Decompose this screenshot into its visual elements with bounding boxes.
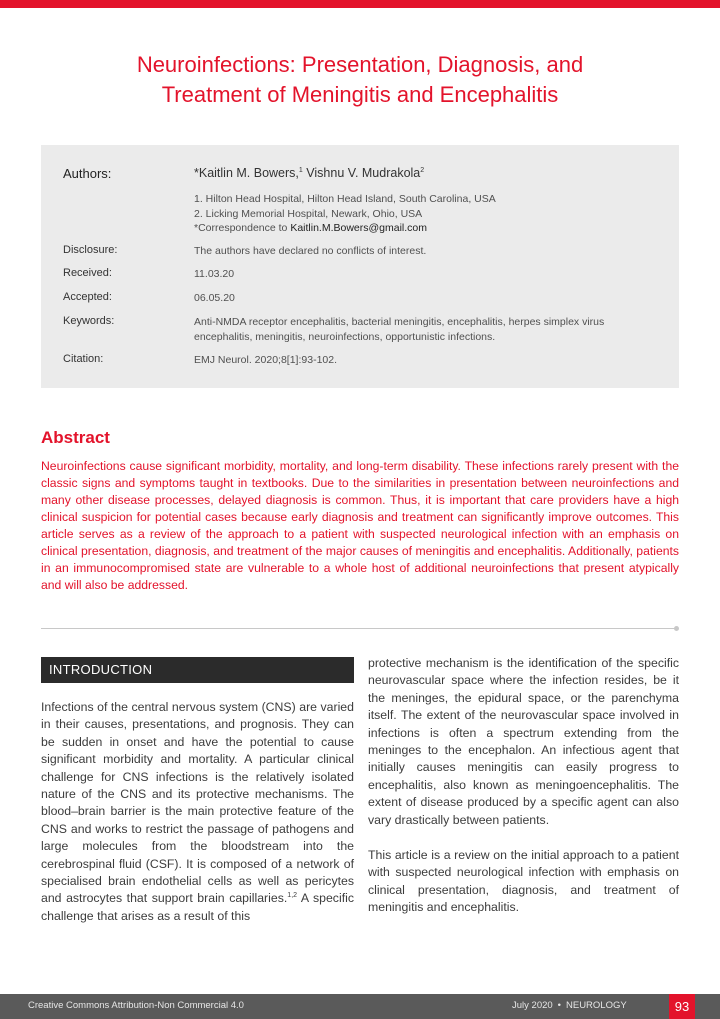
author-1-affiliation-mark: 1 <box>298 166 303 174</box>
authors-label: Authors: <box>63 166 112 181</box>
introduction-right-column <box>368 655 679 917</box>
authors-value <box>194 166 664 181</box>
citation-value: EMJ Neurol. 2020;8[1]:93-102. <box>194 354 338 366</box>
article-metadata-box <box>41 145 679 388</box>
author-2: Vishnu V. Mudrakola <box>302 166 421 180</box>
affiliations <box>194 192 496 236</box>
received-row <box>63 267 664 282</box>
footer-issue <box>512 1000 627 1011</box>
keywords-value: Anti-NMDA receptor encephalitis, bacterial meningitis, encephalitis, herpes simplex virus encephalitis, meningitis, neuroinfections, opportunistic infections. <box>194 316 605 343</box>
article-title-line2: Treatment of Meningitis and Encephalitis <box>161 82 559 107</box>
introduction-paragraph-1-end: A specific challenge that arises as a result of this <box>41 891 354 923</box>
author-1: *Kaitlin M. Bowers, <box>194 166 299 180</box>
disclosure-label: Disclosure: <box>63 244 118 256</box>
abstract-heading: Abstract <box>41 428 110 447</box>
introduction-paragraph-3: This article is a review on the initial approach to a patient with suspected neurological infection with emphasis on clinical presentation, diagnosis, and treatment of meningitis and encephalitis. <box>368 848 679 915</box>
section-divider <box>41 628 677 629</box>
footer-journal: NEUROLOGY <box>566 1000 627 1011</box>
introduction-paragraph-1 <box>41 699 354 925</box>
correspondence-prefix: *Correspondence to <box>194 222 291 234</box>
footer-date: July 2020 <box>512 1000 553 1011</box>
accepted-row <box>63 291 664 306</box>
abstract-text: Neuroinfections cause significant morbidity, mortality, and long-term disability. These infections rarely present with the classic signs and symptoms taught in textbooks. Due to the similarities in presentation between neuroinfections and many other disease processes, delayed diagnosis is common. Thus, it is important that care providers have a high clinical suspicion for potential cases because early diagnosis and treatment can significantly improve outcomes. This article serves as a review of the approach to a patient with suspected neurological infection with an emphasis on clinical presentation, diagnosis, and treatment of the major causes of meningitis and encephalitis. Additionally, patients in an immunocompromised state are vulnerable to a whole host of additional neuroinfections that present atypically and will also be addressed. <box>41 459 679 592</box>
introduction-heading: INTRODUCTION <box>41 657 354 683</box>
footer-bullet: • <box>557 1000 561 1011</box>
received-value: 11.03.20 <box>194 268 235 280</box>
keywords-label: Keywords: <box>63 315 115 327</box>
authors-row <box>63 166 664 181</box>
keywords-row <box>63 315 664 345</box>
introduction-paragraph-2: protective mechanism is the identification of the specific neurovascular space where the infection resides, be it the meninges, the epidural space, or the parenchyma itself. The extent of the neurovascular space involved in infections is often a spectrum extending from the meninges to the encephalon. An infectious agent that initially causes meningitis can easily progress to encephalitis, also known as meningoencephalitis. The extent of disease produced by a specific agent can also vary drastically between patients. <box>368 656 679 827</box>
correspondence <box>194 221 496 236</box>
page-footer <box>0 994 720 1019</box>
accepted-label: Accepted: <box>63 291 112 303</box>
disclosure-row <box>63 244 664 259</box>
accepted-value: 06.05.20 <box>194 292 235 304</box>
affiliation-1: 1. Hilton Head Hospital, Hilton Head Island, South Carolina, USA <box>194 193 496 205</box>
citation-label: Citation: <box>63 353 104 365</box>
citation-row <box>63 353 664 368</box>
introduction-paragraph-1-text: Infections of the central nervous system (CNS) are varied in their causes, presentations, and prognosis. They can be sudden in onset and have the potential to cause significant morbidity and mortality. A particular clinical challenge for CNS infections is the relatively isolated nature of the CNS and its protective mechanisms. The blood–brain barrier is the main protective feature of the CNS and works to restrict the passage of pathogens and large molecules from the bloodstream into the cerebrospinal fluid (CSF). It is composed of a network of specialised brain endothelial cells as well as pericytes and astrocytes that support brain capillaries. <box>41 700 354 906</box>
correspondence-email[interactable]: Kaitlin.M.Bowers@gmail.com <box>290 222 428 234</box>
affiliation-2: 2. Licking Memorial Hospital, Newark, Ohio, USA <box>194 207 423 220</box>
article-title <box>40 50 680 110</box>
received-label: Received: <box>63 267 112 279</box>
author-2-affiliation-mark: 2 <box>420 166 425 174</box>
divider-dot <box>674 626 679 631</box>
disclosure-value: The authors have declared no conflicts of interest. <box>194 245 427 257</box>
footer-license: Creative Commons Attribution-Non Commercial 4.0 <box>28 1000 244 1011</box>
page-number: 93 <box>669 994 695 1019</box>
introduction-left-column <box>41 699 354 925</box>
article-title-line1: Neuroinfections: Presentation, Diagnosis, and <box>136 52 584 77</box>
top-accent-bar <box>0 0 720 8</box>
citation-reference-1-2[interactable]: 1,2 <box>287 892 298 900</box>
